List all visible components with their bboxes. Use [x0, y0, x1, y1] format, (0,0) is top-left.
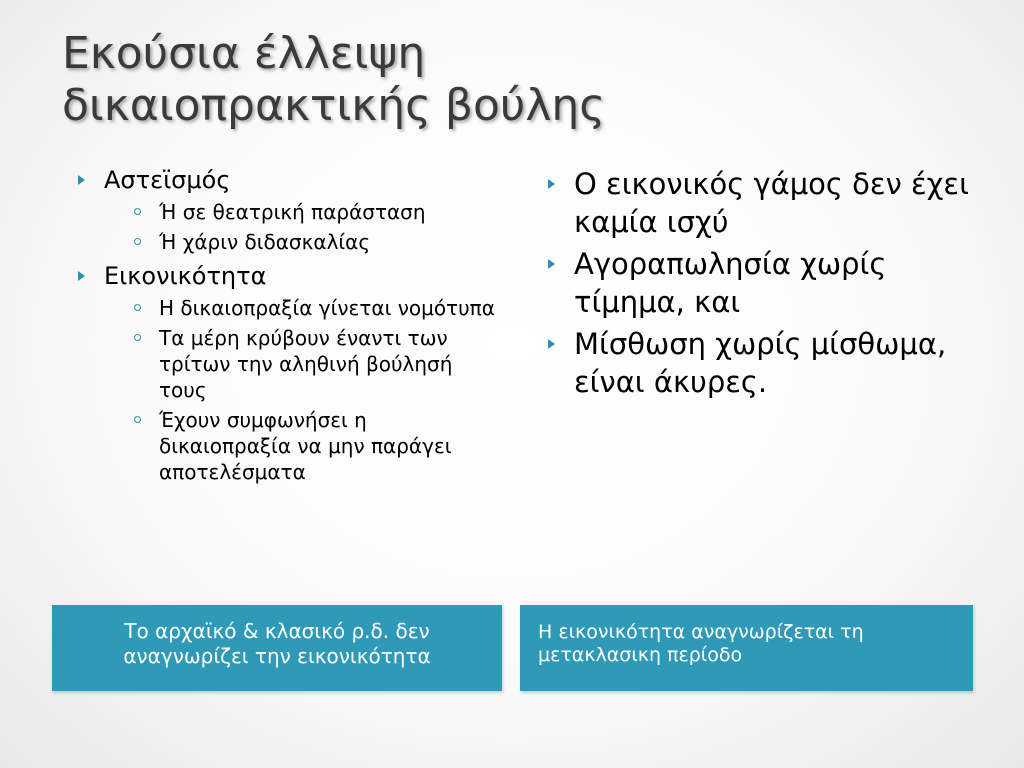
info-box-left — [52, 605, 502, 691]
circle-bullet-icon — [134, 304, 141, 311]
sub-item-label: Ή χάριν διδασκαλίας — [159, 230, 371, 254]
sub-item-label: Η δικαιοπραξία γίνεται νομότυπα — [159, 296, 495, 320]
bullet-label: Αστεϊσμός — [104, 166, 231, 194]
right-column — [546, 165, 986, 405]
bullet-label: Ο εικονικός γάμος δεν έχει καμία ισχύ — [574, 167, 969, 239]
title-line-2: δικαιοπρακτικής βούλης — [62, 80, 606, 131]
bullet-label: Μίσθωση χωρίς μίσθωμα, είναι άκυρες. — [574, 327, 947, 399]
info-box-right — [520, 605, 973, 691]
sub-item — [104, 407, 496, 485]
triangle-bullet-icon — [548, 339, 555, 349]
title-line-1: Εκούσια έλλειψη — [62, 28, 426, 79]
sub-item — [104, 295, 496, 321]
triangle-bullet-icon — [78, 271, 85, 281]
sub-item — [104, 199, 496, 225]
info-box-right-text: Η εικονικότητα αναγνωρίζεται τη μετακλασικη περίοδο — [538, 621, 864, 666]
triangle-bullet-icon — [548, 179, 555, 189]
slide-title — [62, 28, 982, 132]
sub-item — [104, 325, 496, 403]
bullet-label: Εικονικότητα — [104, 262, 267, 290]
circle-bullet-icon — [134, 334, 141, 341]
circle-bullet-icon — [134, 208, 141, 215]
sub-item — [104, 229, 496, 255]
sub-item-label: Τα μέρη κρύβουν έναντι των τρίτων την αληθινή βούλησή τους — [159, 326, 453, 402]
bullet-item-eikonikotita — [76, 261, 496, 485]
left-column — [76, 165, 496, 491]
circle-bullet-icon — [134, 416, 141, 423]
bullet-item — [546, 245, 986, 321]
sub-item-label: Ή σε θεατρική παράσταση — [159, 200, 426, 224]
circle-bullet-icon — [134, 238, 141, 245]
bullet-item-asteismos — [76, 165, 496, 255]
bullet-item — [546, 165, 986, 241]
bullet-item — [546, 325, 986, 401]
info-box-left-text: Το αρχαϊκό & κλασικό ρ.δ. δεν αναγνωρίζει την εικονικότητα — [123, 619, 431, 668]
bullet-label: Αγοραπωλησία χωρίς τίμημα, και — [574, 247, 887, 319]
triangle-bullet-icon — [548, 259, 555, 269]
sub-item-label: Έχουν συμφωνήσει η δικαιοπραξία να μην παράγει αποτελέσματα — [159, 408, 452, 484]
triangle-bullet-icon — [78, 175, 85, 185]
